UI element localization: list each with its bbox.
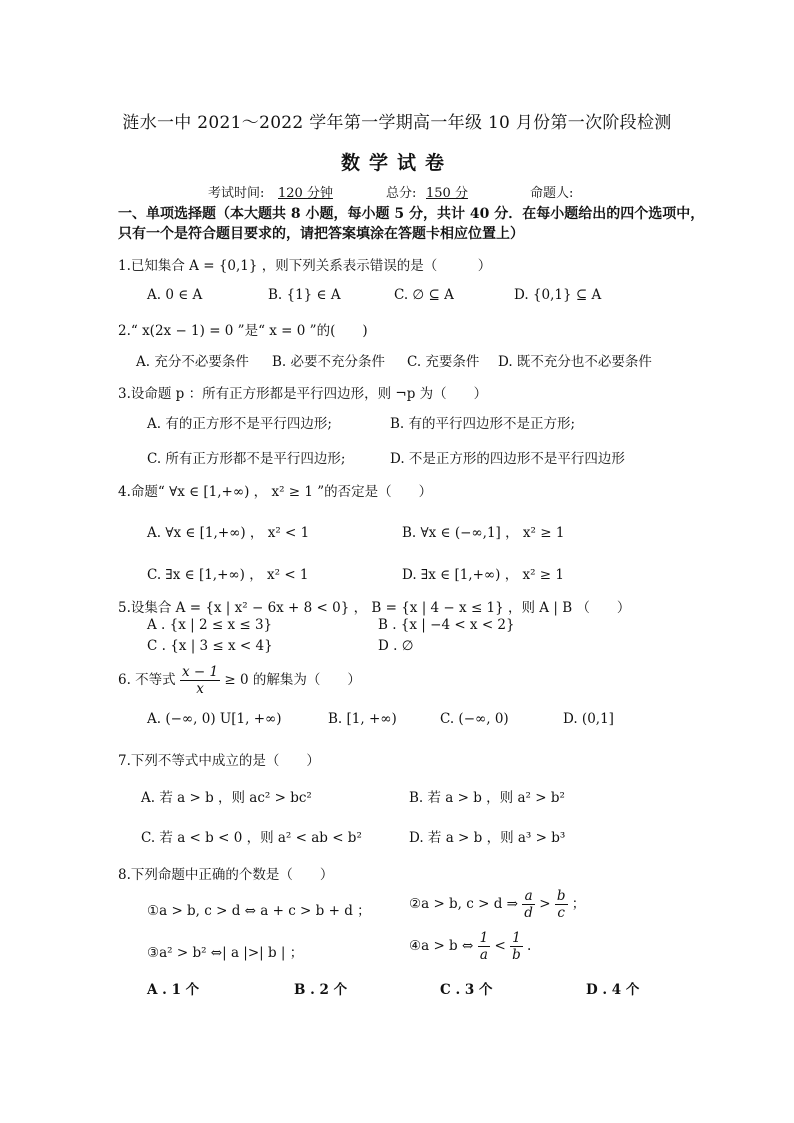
q3-option-b: B. 有的平行四边形不是正方形; <box>390 416 576 432</box>
q2-option-c: C. 充要条件 <box>407 354 480 370</box>
section-heading-line2: 只有一个是符合题目要求的，请把答案填涂在答题卡相应位置上） <box>118 226 524 242</box>
author-label: 命题人: <box>530 186 574 201</box>
q1-option-d: D. {0,1} ⊆ A <box>514 287 602 303</box>
q8-item-4-lead: ④a > b ⇔ <box>409 938 474 954</box>
q8-item-2-frac-2 <box>555 888 568 921</box>
q5-option-d: D . ∅ <box>378 638 414 654</box>
q7-option-c: C. 若 a < b < 0 ，则 a² < ab < b² <box>141 830 362 846</box>
q2-option-d: D. 既不充分也不必要条件 <box>498 354 652 370</box>
exam-title: 涟水一中 2021～2022 学年第一学期高一年级 10 月份第一次阶段检测 <box>122 113 672 133</box>
q1-option-c: C. ∅ ⊆ A <box>394 287 454 303</box>
question-8-stem: 8.下列命题中正确的个数是（ ） <box>118 867 334 883</box>
frac-numerator: 1 <box>510 930 523 947</box>
q8-option-b: B . 2 个 <box>294 982 348 998</box>
frac-numerator: 1 <box>479 930 489 946</box>
q4-option-d: D. ∃x ∈ [1,+∞) ， x² ≥ 1 <box>402 567 564 583</box>
q5-option-c: C . {x | 3 ≤ x < 4} <box>147 638 273 654</box>
question-6-stem <box>118 664 361 697</box>
question-2-stem: 2.“ x(2x − 1) = 0 ”是“ x = 0 ”的( ) <box>118 323 368 339</box>
frac-denominator: b <box>512 947 521 963</box>
total-score-value: 150 分 <box>426 186 468 201</box>
q8-item-2-frac-1 <box>522 888 535 921</box>
q8-option-a: A . 1 个 <box>147 982 200 998</box>
question-5-stem: 5.设集合 A = {x | x² − 6x + 8 < 0} ， B = {x | 4 − x ≤ 1} ，则 A | B （ ） <box>118 600 631 616</box>
q6-option-a: A. (−∞, 0) U[1, +∞) <box>147 711 282 727</box>
q5-option-a: A . {x | 2 ≤ x ≤ 3} <box>147 617 273 633</box>
q8-item-2-lead: ②a > b, c > d ⇒ <box>409 896 518 912</box>
question-3-stem: 3.设命题 p ：所有正方形都是平行四边形，则 ¬p 为（ ） <box>118 386 488 402</box>
question-7-stem: 7.下列不等式中成立的是（ ） <box>118 753 320 769</box>
q3-option-d: D. 不是正方形的四边形不是平行四边形 <box>390 451 625 467</box>
q8-item-2 <box>409 888 585 921</box>
frac-denominator: c <box>557 905 565 921</box>
q6-fraction <box>180 664 220 697</box>
frac-denominator: d <box>524 905 533 921</box>
q6-stem-suffix: ≥ 0 的解集为（ ） <box>224 672 361 688</box>
q4-option-a: A. ∀x ∈ [1,+∞) ， x² < 1 <box>147 525 310 541</box>
q7-option-a: A. 若 a > b ，则 ac² > bc² <box>141 790 312 806</box>
q2-option-a: A. 充分不必要条件 <box>136 354 249 370</box>
q8-item-2-cmp: > <box>539 896 551 912</box>
q6-frac-numerator: x − 1 <box>181 664 219 680</box>
q5-option-b: B . {x | −4 < x < 2} <box>378 617 515 633</box>
q7-option-d: D. 若 a > b ，则 a³ > b³ <box>409 830 566 846</box>
exam-time-value: 120 分钟 <box>278 186 333 201</box>
exam-time-label: 考试时间: <box>208 186 265 201</box>
q8-item-4-cmp: < <box>494 938 506 954</box>
q1-option-b: B. {1} ∈ A <box>268 287 341 303</box>
q8-option-c: C . 3 个 <box>440 982 493 998</box>
question-4-stem: 4.命题“ ∀x ∈ [1,+∞) ， x² ≥ 1 ”的否定是（ ） <box>118 484 433 500</box>
q8-item-4 <box>409 930 531 963</box>
q8-item-4-tail: . <box>527 938 532 954</box>
q8-item-4-frac-1 <box>478 930 491 963</box>
q7-option-b: B. 若 a > b ，则 a² > b² <box>409 790 565 806</box>
q8-item-1: ①a > b, c > d ⇔ a + c > b + d ； <box>147 903 371 919</box>
q3-option-c: C. 所有正方形都不是平行四边形; <box>147 451 346 467</box>
q6-option-c: C. (−∞, 0) <box>440 711 509 727</box>
section-heading-line1: 一、单项选择题（本大题共 8 小题，每小题 5 分，共计 40 分．在每小题给出的四个选项中， <box>118 206 705 222</box>
total-score-label: 总分: <box>386 186 417 201</box>
q6-option-d: D. (0,1] <box>563 711 614 727</box>
frac-numerator: a <box>522 888 535 905</box>
q4-option-c: C. ∃x ∈ [1,+∞) ， x² < 1 <box>147 567 309 583</box>
frac-numerator: b <box>556 888 566 904</box>
q3-option-a: A. 有的正方形不是平行四边形; <box>147 416 332 432</box>
q6-option-b: B. [1, +∞) <box>328 711 397 727</box>
q6-stem-prefix: 6. 不等式 <box>118 672 176 688</box>
exam-subtitle: 数学试卷 <box>340 152 453 174</box>
q8-item-4-frac-2 <box>510 930 523 963</box>
q6-frac-denominator: x <box>196 681 204 697</box>
q8-item-3: ③a² > b² ⇔| a |>| b | ； <box>147 945 304 961</box>
frac-denominator: a <box>479 947 488 963</box>
question-1-stem: 1.已知集合 A = {0,1} ，则下列关系表示错误的是（ ） <box>118 258 492 274</box>
q2-option-b: B. 必要不充分条件 <box>272 354 386 370</box>
q1-option-a: A. 0 ∈ A <box>147 287 203 303</box>
q8-item-2-tail: ； <box>571 896 586 912</box>
q8-option-d: D . 4 个 <box>586 982 640 998</box>
q4-option-b: B. ∀x ∈ (−∞,1] ， x² ≥ 1 <box>402 525 565 541</box>
